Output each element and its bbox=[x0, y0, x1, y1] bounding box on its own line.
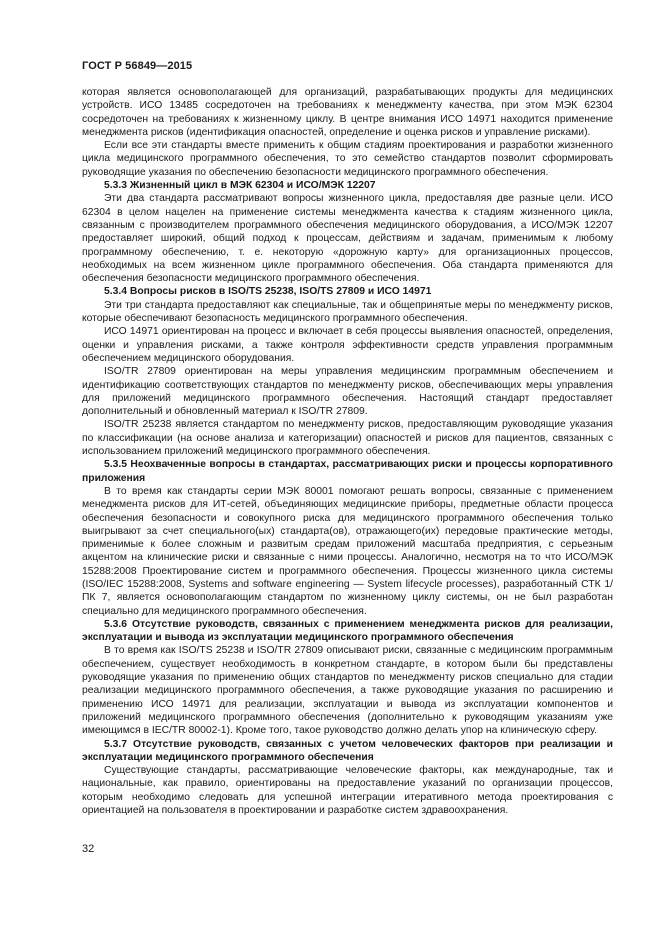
section-heading: 5.3.3 Жизненный цикл в МЭК 62304 и ИСО/МЭК 12207 bbox=[104, 180, 376, 192]
paragraph: ISO/TR 27809 ориентирован на меры управления медицинским программным обеспечением и идентификацию соответствующих стандартов по менеджменту рисков, обеспечивающих меры управления для приложений медицинского программного обеспечения. Настоящий стандарт предоставляет дополнительный и обновленный материал к ISO/TR 27809. bbox=[82, 366, 613, 418]
document-body bbox=[82, 86, 613, 817]
page-number: 32 bbox=[82, 843, 95, 855]
section-heading: 5.3.4 Вопросы рисков в ISO/TS 25238, ISO/TS 27809 и ИСО 14971 bbox=[104, 286, 432, 298]
paragraph: ISO/TR 25238 является стандартом по менеджменту рисков, предоставляющим руководящие указания по классификации (на основе анализа и категоризации) опасностей и рисков для пациентов, связанных с использованием приложений медицинского программного обеспечения. bbox=[82, 419, 613, 458]
paragraph: Существующие стандарты, рассматривающие человеческие факторы, как международные, так и национальные, как правило, ориентированы на предоставление указаний по организации процессов, которым необходимо следовать для успешной интеграции итеративного метода проектирования с ориентацией на пользователя в проектировании и разработке систем здравоохранения. bbox=[82, 765, 613, 817]
section-heading: 5.3.6 Отсутствие руководств, связанных с применением менеджмента рисков для реализации, эксплуатации и вывода из эксплуатации медицинского программного обеспечения bbox=[82, 618, 613, 644]
section-heading: 5.3.5 Неохваченные вопросы в стандартах, рассматривающих риски и процессы корпоративного приложения bbox=[82, 459, 613, 484]
paragraph: Эти три стандарта предоставляют как специальные, так и общепринятые меры по менеджменту рисков, которые обеспечивают безопасность медицинского программного обеспечения. bbox=[82, 299, 613, 325]
document-header: ГОСТ Р 56849—2015 bbox=[82, 60, 193, 72]
paragraph: В то время как стандарты серии МЭК 80001 помогают решать вопросы, связанные с применением менеджмента рисков для ИТ-сетей, объединяющих медицинские приборы, предметные области процесса обеспечения безопасности и совокупного риска для медицинского программного обеспечения только выигрывают за счет специального(ых) стандарта(ов), отражающего(их) передовые практические методы, применимые к более сложным и развитым средам приложений масштаба предприятия, с серьезным акцентом на клинические риски и связанные с ними процессы. Аналогично, несмотря на то что ИСО/МЭК 15288:2008 Проектирование систем и программного обеспечения. Процессы жизненного цикла системы (ISO/IEC 15288:2008, Systems and software engineering — System lifecycle processes), разработанный СТК 1/ПК 7, является основополагающим стандартом по жизненному циклу системы, он не был разработан специально для медицинского программного обеспечения. bbox=[82, 485, 613, 617]
paragraph: В то время как ISO/TS 25238 и ISO/TR 27809 описывают риски, связанные с медицинским программным обеспечением, существует необходимость в конкретном стандарте, в котором были бы представлены руководящие указания по применению общих стандартов по менеджменту рисков специально для стадии реализации медицинского программного обеспечения, а также руководящие указания по расширению и применению ИСО 14971 для реализации, эксплуатации и вывода из эксплуатации компонентов и приложений медицинского программного обеспечения (дополнительно к руководящим указаниям уже имеющимся в IEC/TR 80002-1). Кроме того, такое руководство должно делать упор на клиническую сферу. bbox=[82, 645, 613, 737]
paragraph: ИСО 14971 ориентирован на процесс и включает в себя процессы выявления опасностей, определения, оценки и управления рисками, а также контроля эффективности средств управления программным обеспечением медицинского оборудования. bbox=[82, 326, 613, 364]
paragraph: Если все эти стандарты вместе применить к общим стадиям проектирования и разработки жизненного цикла медицинского программного обеспечения, то это семейство стандартов позволит сформировать руководящие указания по обеспечению безопасности медицинского программного обеспечения. bbox=[82, 140, 613, 178]
paragraph: которая является основополагающей для организаций, разрабатывающих продукты для медицинских устройств. ИСО 13485 сосредоточен на требованиях к менеджменту качества, при этом МЭК 62304 сосредоточен на требованиях к жизненному циклу. В центре внимания ИСО 14971 находится применение менеджмента рисков (идентификация опасностей, определение и оценка рисков и управление рисками). bbox=[82, 87, 613, 138]
paragraph: Эти два стандарта рассматривают вопросы жизненного цикла, предоставляя две разные цели. ИСО 62304 в целом нацелен на применение системы менеджмента качества к стадиям жизненного цикла, связанным с производителем программного обеспечения медицинского оборудования, а ИСО/МЭК 12207 предоставляет широкий, общий подход к процессам, действиям и задачам, применимым к любому программному обеспечению, т. е. некоторую «дорожную карту» для организационных процессов, необходимых на всем жизненном цикле программного обеспечения. Оба стандарта применяются для обеспечения безопасности медицинского программного обеспечения. bbox=[82, 193, 613, 285]
section-heading: 5.3.7 Отсутствие руководств, связанных с учетом человеческих факторов при реализации и эксплуатации медицинского программного обеспечения bbox=[82, 738, 613, 763]
